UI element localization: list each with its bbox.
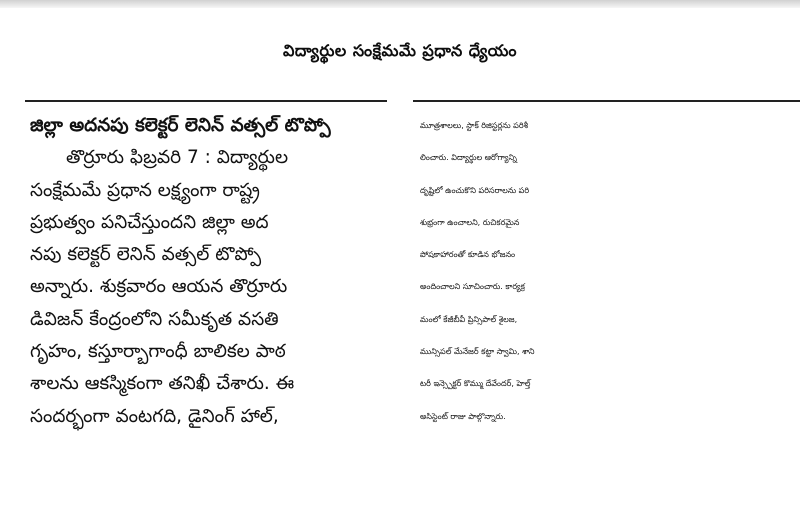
headline: విద్యార్థుల సంక్షేమమే ప్రధాన ధ్యేయం bbox=[283, 41, 517, 60]
column-rule-right bbox=[413, 100, 800, 102]
article-line: పోషకాహారంతో కూడిన భోజనం bbox=[420, 250, 516, 260]
article-line: గృహం, కస్తూర్బాగాంధీ బాలికల పాఠ bbox=[30, 341, 286, 363]
article-line: సందర్భంగా వంటగది, డైనింగ్ హాల్, bbox=[30, 405, 279, 427]
column-rule-left bbox=[25, 100, 387, 102]
article-line: మంలో కేజీబీవీ ప్రిన్సిపాల్ శైలజ, bbox=[420, 314, 518, 324]
article-line: దృష్టిలో ఉంచుకొని పరిసరాలను పరి bbox=[420, 185, 530, 195]
article-line: మున్సిపల్ మేనేజర్ కట్టా స్వామి, శాని bbox=[420, 347, 535, 357]
article-line: అన్నారు. శుక్రవారం ఆయన తొర్రూరు bbox=[30, 276, 288, 298]
article-line: మూత్రశాలలు, స్టాక్ రిజిస్టర్లను పరిశీ bbox=[420, 121, 529, 130]
right-column bbox=[420, 110, 800, 433]
article-line: అందించాలని సూచించారు. కార్యక్ర bbox=[420, 282, 525, 292]
article-line: టరీ ఇన్స్పెక్టర్ కొమ్ము దేవేందర్, హెల్త్ bbox=[420, 379, 531, 389]
article-line: సంక్షేమమే ప్రధాన లక్ష్యంగా రాష్ట్ర bbox=[30, 179, 260, 201]
article-line: ప్రభుత్వం పనిచేస్తుందని జిల్లా అద bbox=[30, 211, 269, 233]
clipped-previous-text bbox=[0, 0, 800, 8]
article-line: లించారు. విద్యార్థుల ఆరోగ్యాన్ని bbox=[420, 153, 517, 163]
article-line: డివిజన్ కేంద్రంలోని సమీకృత వసతి bbox=[30, 308, 279, 330]
article-line: శుభ్రంగా ఉంచాలని, రుచికరమైన bbox=[420, 217, 520, 227]
article-line: శాలను ఆకస్మికంగా తనిఖీ చేశారు. ఈ bbox=[30, 373, 295, 395]
byline: జిల్లా అదనపు కలెక్టర్ లెనిన్ వత్సల్ టొప్పో bbox=[30, 115, 331, 136]
left-column bbox=[30, 110, 390, 433]
article-line: నపు కలెక్టర్ లెనిన్ వత్సల్ టొప్పో bbox=[30, 244, 262, 266]
article-line: అసిస్టెంట్ రాజు పాల్గొన్నారు. bbox=[420, 411, 506, 421]
article-line: తొర్రూరు ఫిబ్రవరి 7 : విద్యార్థుల bbox=[66, 147, 289, 169]
